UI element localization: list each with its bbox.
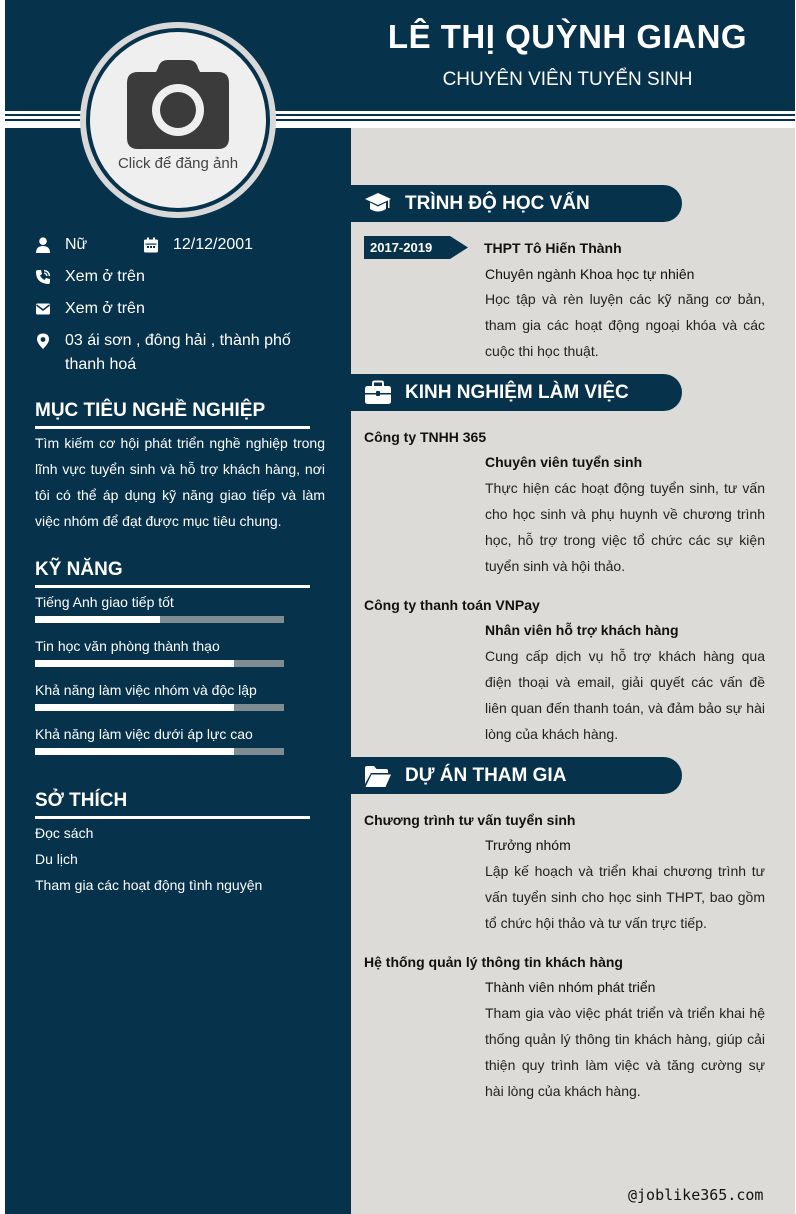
hobbies-rule: [35, 816, 310, 819]
phone-row: [35, 268, 145, 289]
education-years: 2017-2019: [370, 240, 433, 255]
skill-bar-fill: [35, 660, 234, 667]
experience-company: Công ty thanh toán VNPay: [364, 597, 540, 613]
photo-caption: Click để đăng ảnh: [117, 155, 239, 172]
address-row: [35, 332, 335, 377]
address-value: 03 ái sơn , đông hải , thành phố thanh hoá: [65, 332, 291, 373]
skill-label: Khả năng làm việc nhóm và độc lập: [35, 682, 257, 698]
map-pin-icon: [35, 333, 51, 349]
project-role: Thành viên nhóm phát triển: [485, 979, 656, 995]
objective-rule: [35, 426, 310, 429]
person-icon: [35, 237, 51, 253]
skill-label: Tin học văn phòng thành thạo: [35, 638, 220, 654]
hobbies-heading: SỞ THÍCH: [35, 790, 128, 811]
objective-text: Tìm kiếm cơ hội phát triển nghề nghiệp trong lĩnh vực tuyển sinh và hỗ trợ khách hàng, nơi tôi có thể áp dụng kỹ năng giao tiếp và làm việc nhóm để đạt được mục tiêu chung.: [35, 435, 325, 529]
birthdate-value: 12/12/2001: [173, 236, 254, 253]
candidate-name: LÊ THỊ QUỲNH GIANG: [387, 18, 748, 55]
phone-icon: [35, 269, 51, 285]
skills-heading: KỸ NĂNG: [35, 559, 123, 580]
skill-bar: [35, 704, 284, 711]
gender-row: [35, 236, 87, 257]
project-role: Trưởng nhóm: [485, 837, 571, 853]
skill-label: Tiếng Anh giao tiếp tốt: [35, 594, 174, 610]
graduation-cap-icon: [364, 190, 392, 218]
skills-rule: [35, 585, 310, 588]
birthdate-row: [143, 236, 253, 257]
calendar-icon: [143, 237, 159, 253]
briefcase-icon: [364, 379, 392, 407]
education-school: THPT Tô Hiến Thành: [484, 240, 622, 256]
candidate-title: CHUYÊN VIÊN TUYỂN SINH: [442, 69, 693, 90]
skill-bar-fill: [35, 616, 160, 623]
hobby-item: Du lịch: [35, 851, 78, 867]
experience-section-header: [351, 374, 682, 411]
project-name: Hệ thống quản lý thông tin khách hàng: [364, 954, 623, 970]
experience-company: Công ty TNHH 365: [364, 429, 487, 445]
skill-bar: [35, 616, 284, 623]
photo-upload[interactable]: [90, 32, 266, 208]
education-section-header: [351, 185, 682, 222]
gender-value: Nữ: [65, 236, 88, 253]
experience-description: Cung cấp dịch vụ hỗ trợ khách hàng qua điện thoại và email, giải quyết các vấn đề liên quan đến thanh toán, và đảm bảo sự hài lòng của khách hàng.: [485, 648, 765, 742]
objective-heading: MỤC TIÊU NGHỀ NGHIỆP: [35, 400, 266, 421]
experience-role: Nhân viên hỗ trợ khách hàng: [485, 622, 679, 638]
skill-label: Khả năng làm việc dưới áp lực cao: [35, 726, 253, 742]
experience-heading: KINH NGHIỆM LÀM VIỆC: [405, 382, 629, 403]
email-value: Xem ở trên: [65, 300, 145, 317]
project-name: Chương trình tư vấn tuyển sinh: [364, 812, 576, 828]
folder-open-icon: [364, 762, 392, 790]
education-major: Chuyên ngành Khoa học tự nhiên: [485, 266, 695, 282]
phone-value: Xem ở trên: [65, 268, 145, 285]
camera-icon: [126, 58, 230, 150]
experience-role: Chuyên viên tuyển sinh: [485, 454, 643, 470]
project-description: Tham gia vào việc phát triển và triển khai hệ thống quản lý thông tin khách hàng, giúp cải thiện quy trình làm việc và tăng cường sự hài lòng của khách hàng.: [485, 1005, 765, 1099]
education-description: Học tập và rèn luyện các kỹ năng cơ bản, tham gia các hoạt động ngoại khóa và các cuộc thi học thuật.: [485, 291, 765, 359]
education-year-tag: [364, 236, 468, 259]
projects-heading: DỰ ÁN THAM GIA: [405, 765, 567, 786]
email-row: [35, 300, 145, 321]
education-heading: TRÌNH ĐỘ HỌC VẤN: [405, 193, 590, 214]
skill-bar: [35, 660, 284, 667]
skill-bar: [35, 748, 284, 755]
skill-bar-fill: [35, 748, 234, 755]
projects-section-header: [351, 757, 682, 794]
project-description: Lập kế hoạch và triển khai chương trình tư vấn tuyển sinh cho học sinh THPT, bao gồm tổ chức hội thảo và tư vấn trực tiếp.: [485, 863, 765, 931]
watermark-text: @joblike365.com: [628, 1186, 764, 1204]
skill-bar-fill: [35, 704, 234, 711]
envelope-icon: [35, 301, 51, 317]
hobby-item: Tham gia các hoạt động tình nguyện: [35, 877, 263, 893]
experience-description: Thực hiện các hoạt động tuyển sinh, tư vấn cho học sinh và phụ huynh về chương trình học, hỗ trợ trong việc tổ chức các sự kiện tuyển sinh và hội thảo.: [485, 480, 765, 574]
hobby-item: Đọc sách: [35, 825, 94, 841]
sidebar: [5, 128, 351, 1214]
